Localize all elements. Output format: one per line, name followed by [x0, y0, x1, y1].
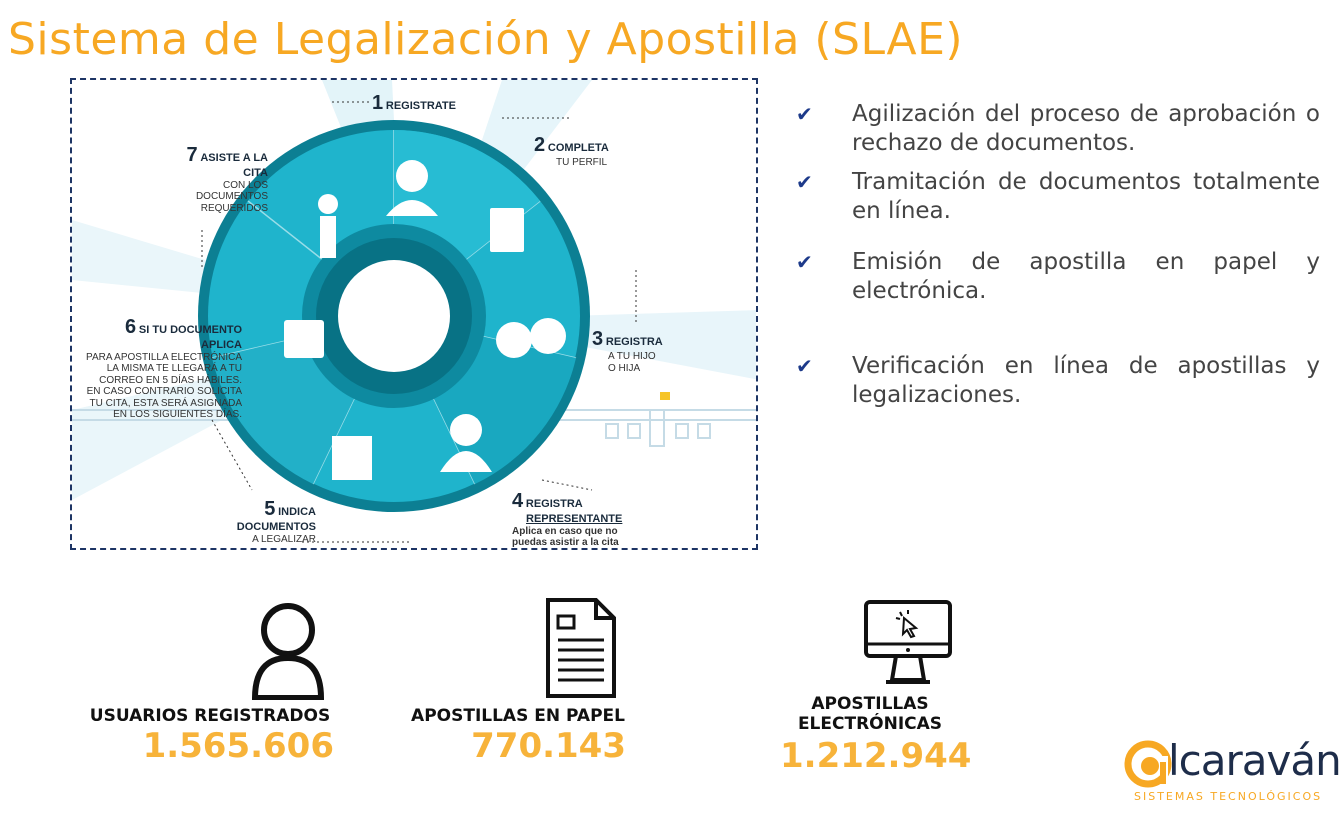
list-item: ✔ Agilización del proceso de aprobación o rechazo de documentos. — [796, 101, 1320, 156]
check-icon: ✔ — [796, 249, 813, 274]
step-2: 2 COMPLETA TU PERFIL — [534, 134, 609, 168]
process-infographic — [70, 78, 758, 550]
list-item: ✔ Verificación en línea de apostillas y legalizaciones. — [796, 352, 1320, 408]
step-5: 5 INDICA DOCUMENTOS A LEGALIZAR — [236, 498, 316, 545]
list-item: ✔ Emisión de apostilla en papel y electrónica. — [796, 248, 1320, 304]
step-7: 7 ASISTE A LA CITA CON LOS DOCUMENTOS REQUERIDOS — [186, 144, 268, 214]
step-1: 1 REGISTRATE — [372, 92, 456, 114]
check-icon: ✔ — [796, 102, 813, 126]
stat-electronicas: APOSTILLAS ELECTRÓNICAS 1.212.944 — [780, 694, 972, 776]
computer-icon — [862, 598, 954, 688]
check-icon: ✔ — [796, 169, 813, 194]
list-item: ✔ Tramitación de documentos totalmente en línea. — [796, 168, 1320, 224]
check-icon: ✔ — [796, 353, 813, 378]
step-3: 3 REGISTRA A TU HIJO O HIJA — [592, 328, 663, 374]
stat-usuarios: USUARIOS REGISTRADOS 1.565.606 — [89, 706, 334, 766]
stat-papel: APOSTILLAS EN PAPEL 770.143 — [411, 706, 626, 766]
alcaravan-mark-icon — [1124, 740, 1172, 788]
page-title: Sistema de Legalización y Apostilla (SLAE) — [8, 14, 964, 65]
user-icon — [250, 600, 326, 700]
step-4: 4 REGISTRA REPRESENTANTE Aplica en caso que no puedas asistir a la cita — [512, 490, 623, 549]
step-6: 6 SI TU DOCUMENTO APLICA PARA APOSTILLA ELECTRÓNICA LA MISMA TE LLEGARÁ A TU CORREO EN 5 DÍAS HÁBILES. EN CASO CONTRARIO SOLICITA TU CITA, ESTA SERÁ ASIGNADA EN LOS SIGUIENTES DÍAS. — [86, 316, 242, 421]
document-icon — [544, 596, 618, 700]
alcaravan-logo: lcaraván SISTEMAS TECNOLÓGICOS — [1124, 738, 1334, 808]
benefit-list — [796, 100, 1320, 410]
